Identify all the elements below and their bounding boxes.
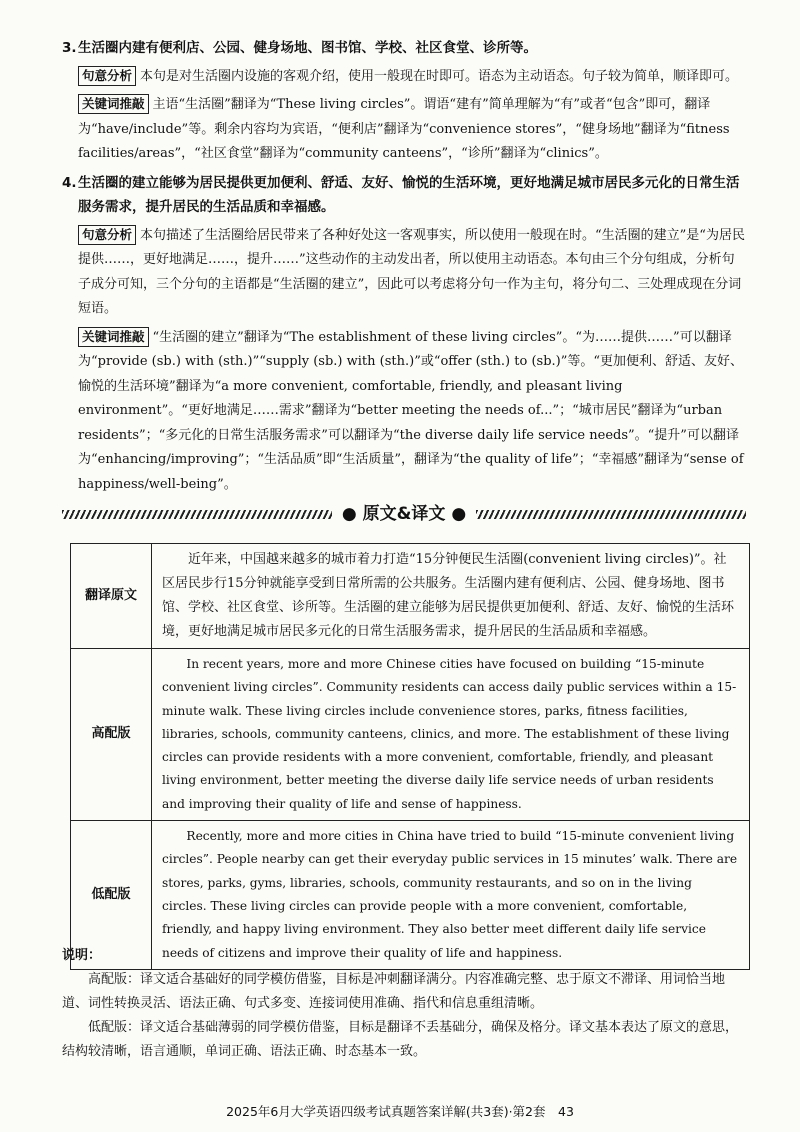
- item-4-number: 4.: [62, 174, 77, 191]
- note-basic: 低配版：译文适合基础薄弱的同学模仿借鉴，目标是翻译不丢基础分，确保及格分。译文基本表达了原文的意思，结构较清晰，语言通顺，单词正确、语法正确、时态基本一致。: [62, 1020, 739, 1059]
- row-label-advanced: 高配版: [71, 649, 152, 821]
- table-row: [71, 544, 750, 649]
- analysis-section: [62, 36, 746, 535]
- item-3-number: 3.: [62, 40, 77, 56]
- analysis-text: 本句描述了生活圈给居民带来了各种好处这一客观事实，所以使用一般现在时。“生活圈的建立”是“为居民提供……，更好地满足……，提升……”这些动作的主动发出者，所以使用主动语态。本句由三个分句组成，分析句子成分可知，三个分句的主语都是“生活圈的建立”，因此可以考虑将分句一作为主句，将分句二、三处理成现在分词短语。: [78, 227, 745, 316]
- keyword-tag: 关键词推敲: [78, 94, 149, 114]
- notes-heading: 说明：: [62, 948, 102, 963]
- item-4-keywords: [78, 326, 746, 498]
- item-4-analysis: [78, 224, 746, 322]
- row-text-original: 近年来，中国越来越多的城市着力打造“15分钟便民生活圈(convenient living circles)”。社区居民步行15分钟就能享受到日常所需的公共服务。生活圈内建有便利店、公园、健身场地、图书馆、学校、社区食堂、诊所等。生活圈的建立能够为居民提供更加便利、舒适、友好、愉悦的生活环境，更好地满足城市居民多元化的日常生活服务需求，提升居民的生活品质和幸福感。: [152, 544, 750, 649]
- translation-table: [70, 543, 750, 970]
- keyword-tag: 关键词推敲: [78, 327, 149, 347]
- analysis-text: 本句是对生活圈内设施的客观介绍，使用一般现在时即可。语态为主动语态。句子较为简单，顺译即可。: [140, 68, 739, 84]
- analysis-tag: 句意分析: [78, 66, 136, 86]
- row-text-basic: Recently, more and more cities in China have tried to build “15-minute convenient living circles”. People nearby can get their everyday public services in 15 minutes’ walk. There are stores, parks, gyms, libraries, schools, community restaurants, and so on in the living circles. These living circles can provide people with a more convenient, comfortable, friendly, and happy living environment. They also better meet different daily life service needs of citizens and improve their quality of life and happiness.: [152, 821, 750, 970]
- row-label-basic: 低配版: [71, 821, 152, 970]
- item-4-sentence: [62, 171, 746, 220]
- section-banner: [62, 503, 746, 525]
- row-label-original: 翻译原文: [71, 544, 152, 649]
- page-footer: 2025年6月大学英语四级考试真题答案详解(共3套)·第2套 43: [226, 1104, 574, 1119]
- item-3-text: 生活圈内建有便利店、公园、健身场地、图书馆、学校、社区食堂、诊所等。: [78, 40, 537, 56]
- note-advanced: 高配版：译文适合基础好的同学模仿借鉴，目标是冲刺翻译满分。内容准确完整、忠于原文不滞译、用词恰当地道、词性转换灵活、语法正确、句式多变、连接词使用准确、指代和信息重组清晰。: [62, 972, 726, 1011]
- banner-hatch-left: [62, 510, 332, 519]
- banner-title: ● 原文&译文 ●: [341, 503, 467, 524]
- table-row: [71, 649, 750, 821]
- item-3-analysis: [78, 65, 746, 90]
- item-3-sentence: [62, 36, 746, 61]
- item-3-keywords: [78, 93, 746, 167]
- item-4-text: 生活圈的建立能够为居民提供更加便利、舒适、友好、愉悦的生活环境，更好地满足城市居民多元化的日常生活服务需求，提升居民的生活品质和幸福感。: [78, 174, 740, 215]
- row-text-advanced: In recent years, more and more Chinese cities have focused on building “15-minute convenient living circles”. Community residents can access daily public services within a 15-minute walk. These living circles include convenience stores, parks, fitness facilities, libraries, schools, community canteens, clinics, and more. The establishment of these living circles can provide residents with a more convenient, comfortable, friendly, and pleasant living environment, better meeting the diverse daily life service needs of urban residents and improving their quality of life and sense of happiness.: [152, 649, 750, 821]
- keyword-text: “生活圈的建立”翻译为“The establishment of these living circles”。“为……提供……”可以翻译为“provide (sb.) with (sth.)”“supply (sb.) with (sth.)”或“offer (sth.) to (sb.)”等。“更加便利、舒适、友好、愉悦的生活环境”翻译为“a more convenient, comfortable, friendly, and pleasant living environment”。“更好地满足……需求”翻译为“better meeting the needs of...”；“城市居民”翻译为“urban residents”；“多元化的日常生活服务需求”可以翻译为“the diverse daily life service needs”。“提升”可以翻译为“enhancing/improving”；“生活品质”即“生活质量”，翻译为“the quality of life”；“幸福感”翻译为“sense of happiness/well-being”。: [78, 329, 744, 492]
- analysis-tag: 句意分析: [78, 225, 136, 245]
- notes-section: [62, 944, 746, 1064]
- banner-hatch-right: [476, 510, 746, 519]
- keyword-text: 主语“生活圈”翻译为“These living circles”。谓语“建有”简单理解为“有”或者“包含”即可，翻译为“have/include”等。剩余内容均为宾语，“便利店”翻译为“convenience stores”，“健身场地”翻译为“fitness facilities/areas”，“社区食堂”翻译为“community canteens”，“诊所”翻译为“clinics”。: [78, 97, 730, 161]
